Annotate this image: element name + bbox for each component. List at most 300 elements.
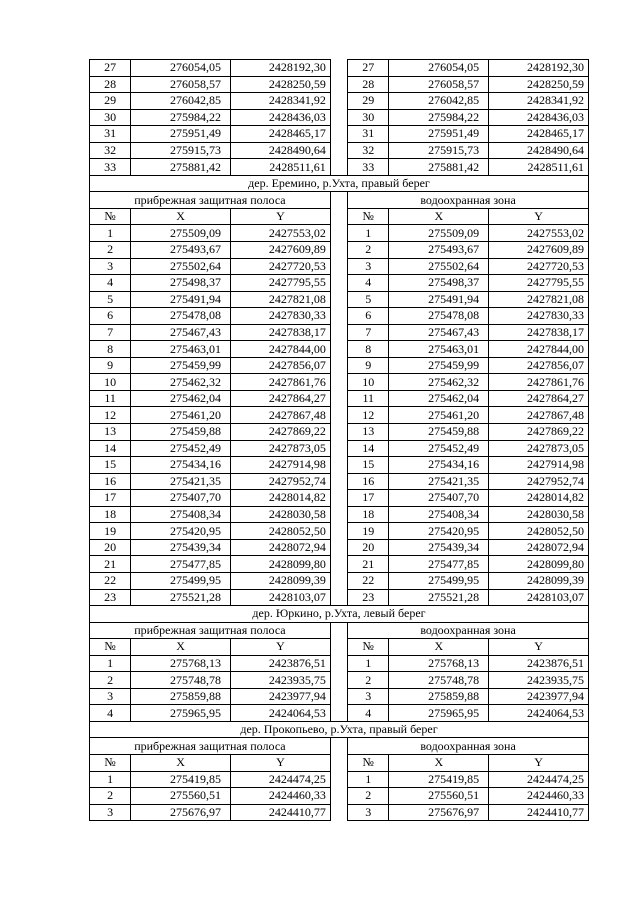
coord-y: 2427952,74: [231, 473, 331, 490]
coord-y: 2427830,33: [231, 308, 331, 325]
column-gap: [330, 341, 347, 358]
shore-strip-label: прибрежная защитная полоса: [90, 738, 331, 755]
table-row: [90, 572, 589, 589]
coord-x: 275452,49: [131, 440, 231, 457]
coord-y: 2428436,03: [489, 109, 589, 126]
section-title-row: [90, 175, 589, 192]
coord-y: 2428072,94: [231, 539, 331, 556]
coord-x: 275434,16: [389, 457, 489, 474]
column-gap: [330, 109, 347, 126]
coord-x: 275748,78: [131, 672, 231, 689]
coord-x: 275502,64: [131, 258, 231, 275]
coord-x: 275951,49: [389, 126, 489, 143]
point-number: 4: [348, 275, 389, 292]
coord-x: 275984,22: [389, 109, 489, 126]
section-title: дер. Еремино, р.Ухта, правый берег: [90, 175, 589, 192]
coord-y: 2427861,76: [489, 374, 589, 391]
coord-x: 275459,88: [131, 424, 231, 441]
column-gap: [330, 672, 347, 689]
coord-y: 2428030,58: [231, 506, 331, 523]
coord-y: 2424474,25: [489, 771, 589, 788]
coord-x: 275478,08: [131, 308, 231, 325]
column-gap: [330, 126, 347, 143]
header-number: №: [90, 208, 131, 225]
point-number: 33: [90, 159, 131, 176]
coordinates-table-body: [90, 60, 589, 821]
coord-x: 275509,09: [389, 225, 489, 242]
coord-y: 2428014,82: [489, 490, 589, 507]
coord-x: 275493,67: [131, 242, 231, 259]
coord-y: 2424474,25: [231, 771, 331, 788]
shore-strip-label: прибрежная защитная полоса: [90, 192, 331, 209]
section-title-row: [90, 606, 589, 623]
coord-y: 2424460,33: [231, 788, 331, 805]
coord-y: 2428030,58: [489, 506, 589, 523]
table-row: [90, 390, 589, 407]
coord-y: 2427553,02: [231, 225, 331, 242]
column-gap: [330, 655, 347, 672]
coord-y: 2428250,59: [489, 76, 589, 93]
table-row: [90, 672, 589, 689]
column-gap: [330, 457, 347, 474]
table-row: [90, 374, 589, 391]
coord-x: 275439,34: [389, 539, 489, 556]
coord-y: 2428192,30: [489, 60, 589, 77]
table-row: [90, 142, 589, 159]
point-number: 4: [90, 275, 131, 292]
point-number: 17: [90, 490, 131, 507]
header-number: №: [90, 639, 131, 656]
coord-y: 2427869,22: [231, 424, 331, 441]
table-row: [90, 308, 589, 325]
point-number: 27: [348, 60, 389, 77]
table-row: [90, 788, 589, 805]
coord-y: 2428052,50: [231, 523, 331, 540]
point-number: 31: [90, 126, 131, 143]
coord-x: 276042,85: [389, 93, 489, 110]
coord-y: 2427914,98: [489, 457, 589, 474]
point-number: 16: [348, 473, 389, 490]
coord-x: 275477,85: [389, 556, 489, 573]
coord-y: 2424064,53: [489, 705, 589, 722]
point-number: 19: [90, 523, 131, 540]
column-gap: [330, 622, 347, 639]
coord-y: 2428099,39: [231, 572, 331, 589]
coord-x: 275491,94: [389, 291, 489, 308]
coord-x: 275407,70: [389, 490, 489, 507]
coord-y: 2427867,48: [231, 407, 331, 424]
header-y: Y: [489, 208, 589, 225]
table-row: [90, 705, 589, 722]
point-number: 3: [348, 688, 389, 705]
water-zone-label: водоохранная зона: [348, 738, 589, 755]
header-x: X: [131, 208, 231, 225]
column-header-row: [90, 639, 589, 656]
point-number: 14: [90, 440, 131, 457]
coord-x: 275421,35: [131, 473, 231, 490]
coord-x: 275502,64: [389, 258, 489, 275]
coord-x: 275419,85: [389, 771, 489, 788]
header-y: Y: [231, 208, 331, 225]
header-number: №: [348, 208, 389, 225]
coord-y: 2427720,53: [489, 258, 589, 275]
column-gap: [330, 192, 347, 209]
point-number: 22: [90, 572, 131, 589]
header-y: Y: [489, 639, 589, 656]
point-number: 12: [90, 407, 131, 424]
coord-y: 2423876,51: [489, 655, 589, 672]
column-header-row: [90, 754, 589, 771]
coord-y: 2423935,75: [231, 672, 331, 689]
point-number: 15: [90, 457, 131, 474]
section-title-row: [90, 721, 589, 738]
column-gap: [330, 440, 347, 457]
coord-x: 275434,16: [131, 457, 231, 474]
column-gap: [330, 308, 347, 325]
zone-label-row: [90, 622, 589, 639]
coord-x: 276058,57: [389, 76, 489, 93]
table-row: [90, 490, 589, 507]
coord-x: 275459,88: [389, 424, 489, 441]
coord-x: 275915,73: [131, 142, 231, 159]
coord-y: 2427952,74: [489, 473, 589, 490]
table-row: [90, 76, 589, 93]
coord-x: 275467,43: [131, 324, 231, 341]
coord-y: 2428465,17: [489, 126, 589, 143]
coord-y: 2427821,08: [489, 291, 589, 308]
coord-x: 276042,85: [131, 93, 231, 110]
table-row: [90, 159, 589, 176]
point-number: 15: [348, 457, 389, 474]
point-number: 1: [90, 225, 131, 242]
header-x: X: [131, 754, 231, 771]
point-number: 21: [348, 556, 389, 573]
point-number: 27: [90, 60, 131, 77]
coord-x: 275467,43: [389, 324, 489, 341]
point-number: 13: [90, 424, 131, 441]
table-row: [90, 688, 589, 705]
coord-y: 2427844,00: [489, 341, 589, 358]
column-gap: [330, 556, 347, 573]
column-gap: [330, 705, 347, 722]
header-x: X: [389, 639, 489, 656]
coord-y: 2427873,05: [231, 440, 331, 457]
point-number: 22: [348, 572, 389, 589]
coord-y: 2428099,80: [231, 556, 331, 573]
table-row: [90, 93, 589, 110]
point-number: 8: [90, 341, 131, 358]
point-number: 5: [348, 291, 389, 308]
coord-x: 275463,01: [131, 341, 231, 358]
coord-y: 2427838,17: [231, 324, 331, 341]
point-number: 2: [348, 242, 389, 259]
coord-x: 275499,95: [389, 572, 489, 589]
coord-y: 2427869,22: [489, 424, 589, 441]
table-row: [90, 357, 589, 374]
coord-y: 2428014,82: [231, 490, 331, 507]
point-number: 9: [348, 357, 389, 374]
point-number: 18: [90, 506, 131, 523]
point-number: 29: [348, 93, 389, 110]
coord-x: 275676,97: [389, 804, 489, 821]
coord-x: 275859,88: [389, 688, 489, 705]
point-number: 32: [90, 142, 131, 159]
column-gap: [330, 523, 347, 540]
column-gap: [330, 639, 347, 656]
coord-y: 2427838,17: [489, 324, 589, 341]
coord-x: 275965,95: [389, 705, 489, 722]
coord-y: 2427553,02: [489, 225, 589, 242]
coord-x: 275965,95: [131, 705, 231, 722]
point-number: 10: [90, 374, 131, 391]
column-gap: [330, 473, 347, 490]
column-gap: [330, 490, 347, 507]
column-header-row: [90, 208, 589, 225]
header-y: Y: [489, 754, 589, 771]
table-row: [90, 523, 589, 540]
header-number: №: [348, 639, 389, 656]
column-gap: [330, 76, 347, 93]
table-row: [90, 109, 589, 126]
coord-x: 275452,49: [389, 440, 489, 457]
point-number: 23: [348, 589, 389, 606]
coord-y: 2427609,89: [231, 242, 331, 259]
coord-x: 275560,51: [131, 788, 231, 805]
point-number: 32: [348, 142, 389, 159]
coord-x: 275420,95: [131, 523, 231, 540]
zone-label-row: [90, 738, 589, 755]
point-number: 20: [348, 539, 389, 556]
coord-x: 275459,99: [131, 357, 231, 374]
point-number: 17: [348, 490, 389, 507]
table-row: [90, 291, 589, 308]
point-number: 1: [348, 771, 389, 788]
point-number: 2: [348, 788, 389, 805]
section-title: дер. Юркино, р.Ухта, левый берег: [90, 606, 589, 623]
point-number: 1: [90, 655, 131, 672]
coord-y: 2428465,17: [231, 126, 331, 143]
coord-y: 2427914,98: [231, 457, 331, 474]
coord-x: 275462,04: [131, 390, 231, 407]
coord-y: 2428072,94: [489, 539, 589, 556]
column-gap: [330, 688, 347, 705]
coord-x: 275463,01: [389, 341, 489, 358]
coord-y: 2427795,55: [489, 275, 589, 292]
coord-x: 275493,67: [389, 242, 489, 259]
coord-x: 275478,08: [389, 308, 489, 325]
coord-x: 275407,70: [131, 490, 231, 507]
coord-x: 275881,42: [131, 159, 231, 176]
coord-x: 275462,32: [131, 374, 231, 391]
header-x: X: [389, 208, 489, 225]
coord-x: 275881,42: [389, 159, 489, 176]
column-gap: [330, 572, 347, 589]
coord-x: 275498,37: [389, 275, 489, 292]
coord-y: 2427856,07: [231, 357, 331, 374]
column-gap: [330, 208, 347, 225]
table-row: [90, 457, 589, 474]
coord-y: 2427844,00: [231, 341, 331, 358]
column-gap: [330, 357, 347, 374]
column-gap: [330, 390, 347, 407]
coord-y: 2427856,07: [489, 357, 589, 374]
table-row: [90, 324, 589, 341]
point-number: 1: [348, 655, 389, 672]
coord-x: 275419,85: [131, 771, 231, 788]
point-number: 2: [90, 242, 131, 259]
coord-y: 2427609,89: [489, 242, 589, 259]
coord-x: 275748,78: [389, 672, 489, 689]
column-gap: [330, 771, 347, 788]
coord-x: 275499,95: [131, 572, 231, 589]
point-number: 19: [348, 523, 389, 540]
point-number: 18: [348, 506, 389, 523]
point-number: 1: [90, 771, 131, 788]
column-gap: [330, 291, 347, 308]
table-row: [90, 60, 589, 77]
column-gap: [330, 225, 347, 242]
coord-y: 2428341,92: [231, 93, 331, 110]
table-row: [90, 506, 589, 523]
point-number: 3: [348, 804, 389, 821]
point-number: 11: [348, 390, 389, 407]
table-row: [90, 440, 589, 457]
coord-y: 2428103,07: [489, 589, 589, 606]
coord-x: 275459,99: [389, 357, 489, 374]
column-gap: [330, 539, 347, 556]
point-number: 2: [90, 672, 131, 689]
column-gap: [330, 242, 347, 259]
coord-y: 2427795,55: [231, 275, 331, 292]
point-number: 3: [90, 688, 131, 705]
column-gap: [330, 374, 347, 391]
coord-y: 2424410,77: [489, 804, 589, 821]
zone-label-row: [90, 192, 589, 209]
table-row: [90, 258, 589, 275]
coord-x: 275420,95: [389, 523, 489, 540]
point-number: 29: [90, 93, 131, 110]
coord-x: 275984,22: [131, 109, 231, 126]
coord-x: 275521,28: [389, 589, 489, 606]
coord-y: 2428192,30: [231, 60, 331, 77]
coord-y: 2428341,92: [489, 93, 589, 110]
table-row: [90, 804, 589, 821]
coord-y: 2427867,48: [489, 407, 589, 424]
coord-x: 275421,35: [389, 473, 489, 490]
table-row: [90, 556, 589, 573]
coord-x: 276054,05: [389, 60, 489, 77]
column-gap: [330, 589, 347, 606]
point-number: 28: [348, 76, 389, 93]
column-gap: [330, 258, 347, 275]
coord-x: 275461,20: [131, 407, 231, 424]
point-number: 8: [348, 341, 389, 358]
coord-y: 2427861,76: [231, 374, 331, 391]
point-number: 10: [348, 374, 389, 391]
column-gap: [330, 93, 347, 110]
table-row: [90, 655, 589, 672]
column-gap: [330, 788, 347, 805]
point-number: 3: [90, 804, 131, 821]
header-x: X: [389, 754, 489, 771]
header-number: №: [348, 754, 389, 771]
column-gap: [330, 60, 347, 77]
coord-y: 2428511,61: [489, 159, 589, 176]
point-number: 16: [90, 473, 131, 490]
coord-x: 275498,37: [131, 275, 231, 292]
point-number: 3: [348, 258, 389, 275]
header-x: X: [131, 639, 231, 656]
table-row: [90, 242, 589, 259]
coord-x: 275521,28: [131, 589, 231, 606]
point-number: 23: [90, 589, 131, 606]
coord-x: 275408,34: [389, 506, 489, 523]
point-number: 4: [90, 705, 131, 722]
coord-y: 2428250,59: [231, 76, 331, 93]
point-number: 30: [90, 109, 131, 126]
coord-x: 275461,20: [389, 407, 489, 424]
point-number: 6: [90, 308, 131, 325]
point-number: 21: [90, 556, 131, 573]
coord-y: 2427720,53: [231, 258, 331, 275]
column-gap: [330, 754, 347, 771]
coord-y: 2423977,94: [489, 688, 589, 705]
coord-y: 2427864,27: [231, 390, 331, 407]
coord-y: 2427864,27: [489, 390, 589, 407]
coord-x: 275560,51: [389, 788, 489, 805]
coord-y: 2427873,05: [489, 440, 589, 457]
point-number: 11: [90, 390, 131, 407]
coord-y: 2428436,03: [231, 109, 331, 126]
coord-y: 2423977,94: [231, 688, 331, 705]
coord-y: 2428099,80: [489, 556, 589, 573]
column-gap: [330, 424, 347, 441]
coord-x: 275462,32: [389, 374, 489, 391]
water-zone-label: водоохранная зона: [348, 622, 589, 639]
point-number: 6: [348, 308, 389, 325]
column-gap: [330, 407, 347, 424]
point-number: 28: [90, 76, 131, 93]
point-number: 30: [348, 109, 389, 126]
point-number: 13: [348, 424, 389, 441]
coord-x: 276054,05: [131, 60, 231, 77]
coord-x: 275859,88: [131, 688, 231, 705]
point-number: 3: [90, 258, 131, 275]
coord-x: 275408,34: [131, 506, 231, 523]
coord-y: 2424460,33: [489, 788, 589, 805]
point-number: 7: [90, 324, 131, 341]
coord-y: 2428490,64: [489, 142, 589, 159]
table-row: [90, 473, 589, 490]
coord-x: 275951,49: [131, 126, 231, 143]
header-y: Y: [231, 754, 331, 771]
column-gap: [330, 159, 347, 176]
water-zone-label: водоохранная зона: [348, 192, 589, 209]
point-number: 5: [90, 291, 131, 308]
point-number: 2: [348, 672, 389, 689]
coord-x: 275676,97: [131, 804, 231, 821]
point-number: 7: [348, 324, 389, 341]
coord-x: 275915,73: [389, 142, 489, 159]
coord-y: 2428103,07: [231, 589, 331, 606]
column-gap: [330, 142, 347, 159]
point-number: 31: [348, 126, 389, 143]
column-gap: [330, 738, 347, 755]
coord-y: 2427830,33: [489, 308, 589, 325]
header-number: №: [90, 754, 131, 771]
coordinates-table: [89, 59, 589, 821]
point-number: 4: [348, 705, 389, 722]
